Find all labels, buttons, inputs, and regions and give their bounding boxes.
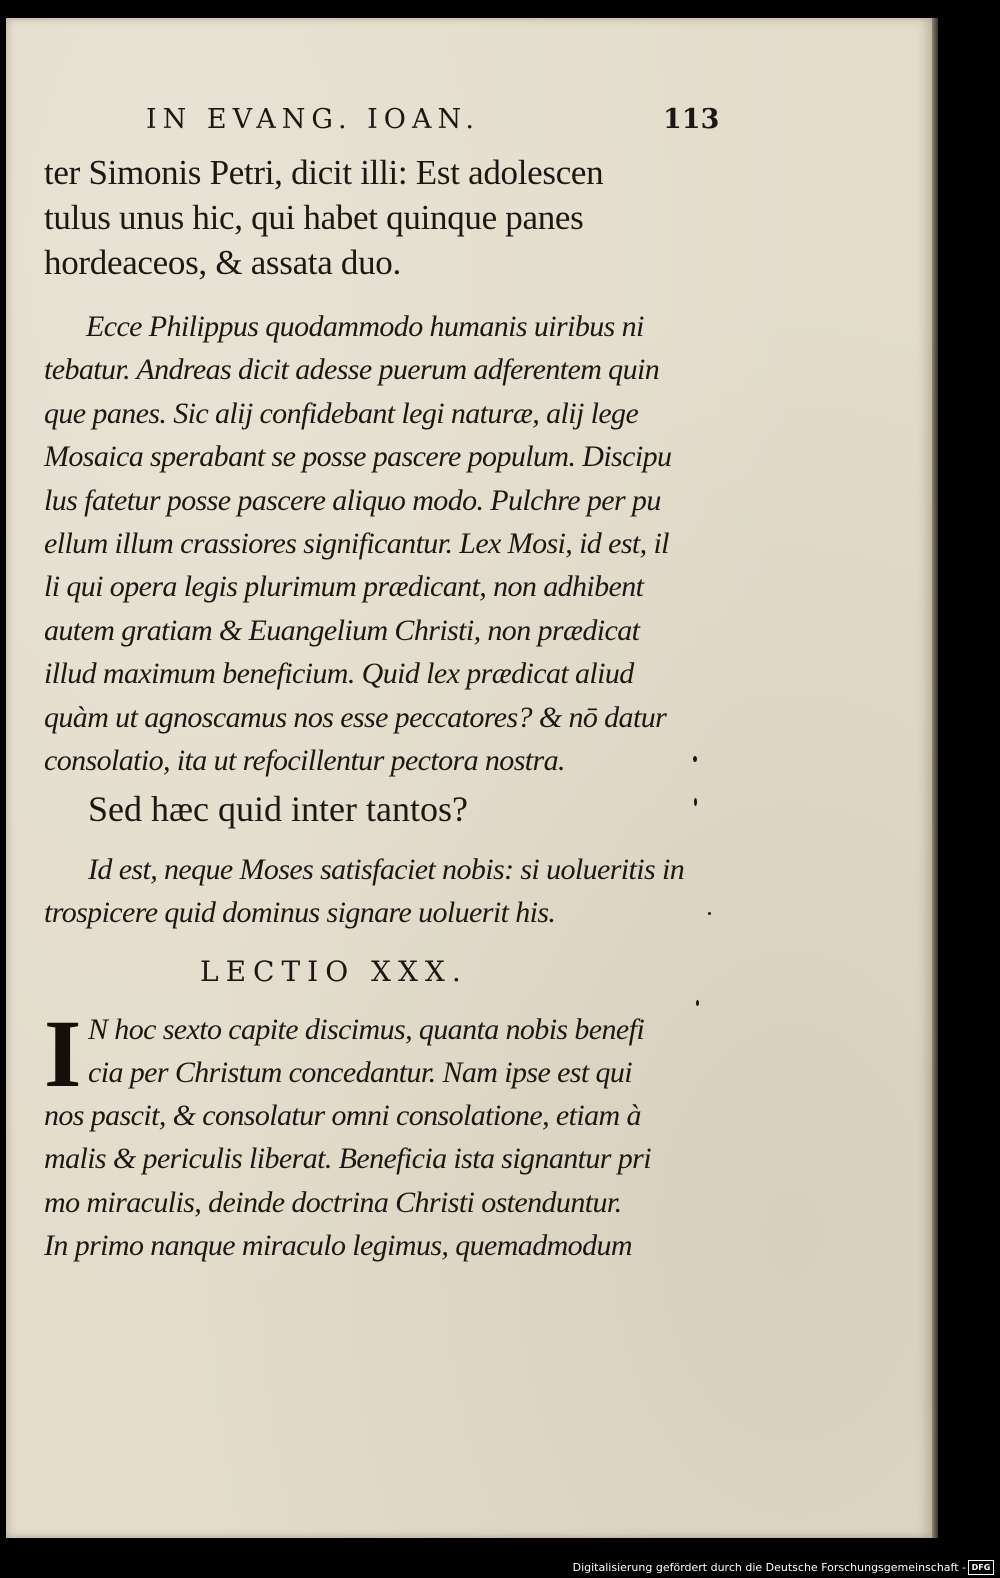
- commentary-line: tebatur. Andreas dicit adesse puerum adferentem quin: [44, 353, 660, 387]
- section-heading: LECTIO XXX.: [200, 955, 468, 988]
- commentary-line: illud maximum beneficium. Quid lex prædicat aliud: [44, 657, 634, 691]
- commentary-line: li qui opera legis plurimum prædicant, non adhibent: [44, 570, 644, 604]
- gospel-line: tulus unus hic, qui habet quinque panes: [44, 198, 584, 237]
- commentary-line: Mosaica sperabant se posse pascere populum. Discipu: [44, 440, 672, 474]
- ink-speck: [708, 912, 711, 915]
- running-head-title: IN EVANG. IOAN.: [146, 104, 480, 135]
- commentary-line: Ecce Philippus quodammodo humanis uiribus ni: [86, 310, 644, 343]
- lectio-line: cia per Christum concedantur. Nam ipse est qui: [88, 1056, 633, 1090]
- digitization-credit: Digitalisierung gefördert durch die Deutsche Forschungsgemeinschaft -: [572, 1561, 966, 1574]
- lectio-line: malis & periculis liberat. Beneficia ista signantur pri: [44, 1142, 651, 1176]
- page-edge: [932, 18, 938, 1538]
- lectio-line: mo miraculis, deinde doctrina Christi ostenduntur.: [44, 1185, 622, 1219]
- gospel-text-block: [44, 150, 603, 285]
- lectio-line: N hoc sexto capite discimus, quanta nobis benefi: [88, 1013, 645, 1046]
- commentary-line: ellum illum crassiores significantur. Lex Mosi, id est, il: [44, 526, 669, 560]
- ink-speck: [696, 1000, 699, 1006]
- lectio-indented-block: [88, 1008, 644, 1095]
- lectio-block: [44, 1094, 651, 1268]
- gospel-text-2: Sed hæc quid inter tantos?: [88, 789, 468, 829]
- gospel-line: ter Simonis Petri, dicit illi: Est adolescen: [44, 153, 604, 192]
- commentary-line: lus fatetur posse pascere aliquo modo. Pulchre per pu: [44, 483, 661, 517]
- commentary-line: que panes. Sic alij confidebant legi naturæ, alij lege: [44, 396, 639, 430]
- commentary-line: Id est, neque Moses satisfaciet nobis: si uolueritis in: [88, 853, 685, 886]
- ink-speck: [694, 798, 697, 806]
- commentary-line: autem gratiam & Euangelium Christi, non prædicat: [44, 613, 640, 647]
- lectio-line: In primo nanque miraculo legimus, quemadmodum: [44, 1229, 632, 1263]
- gospel-line: hordeaceos, & assata duo.: [44, 243, 401, 282]
- commentary-line: quàm ut agnoscamus nos esse peccatores? & nō datur: [44, 700, 667, 734]
- commentary-block-2: [44, 848, 684, 935]
- lectio-line: nos pascit, & consolatur omni consolatione, etiam à: [44, 1099, 641, 1132]
- commentary-line: trospicere quid dominus signare uoluerit his.: [44, 896, 556, 930]
- ink-speck: [693, 756, 697, 762]
- drop-initial: I: [44, 1000, 82, 1107]
- commentary-line: consolatio, ita ut refocillentur pectora nostra.: [44, 743, 565, 777]
- page-number: 113: [663, 104, 720, 135]
- dfg-logo: DFG: [968, 1560, 994, 1575]
- commentary-block-1: [44, 305, 671, 782]
